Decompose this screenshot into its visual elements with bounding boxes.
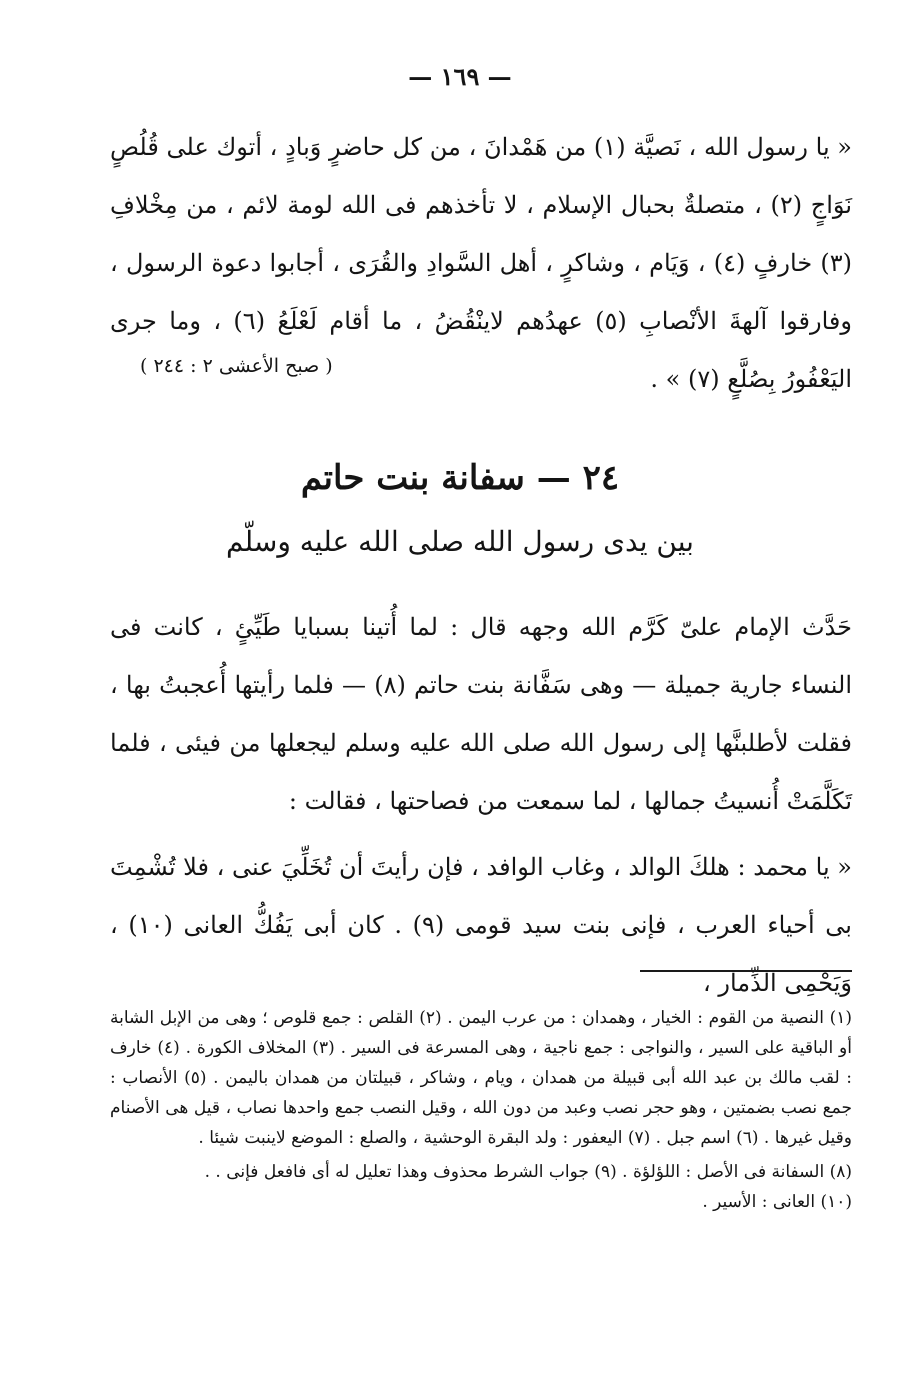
narration-paragraph: حَدَّث الإمام علىّ كَرَّم الله وجهه قال : لما أُتينا بسبايا طَيِّئٍ ، كانت فى النساء جارية جميلة — وهى سَفَّانة بنت حاتم (٨) — فلما رأيتها أُعجبتُ بها ، فقلت لأطلبنَّها إلى رسول الله صلى الله عليه وسلم ليجعلها من فيئى ، فلما تَكَلَّمَتْ أُنسيتُ جمالها ، لما سمعت من فصاحتها ، فقالت : <box>110 613 853 815</box>
page-number: — ١٦٩ — <box>408 62 512 91</box>
speech-block <box>110 838 852 1012</box>
footnote-8-9: (٨) السفانة فى الأصل : اللؤلؤة . (٩) جواب الشرط محذوف وهذا تعليل له أى فافعل فإنى . . <box>204 1162 852 1182</box>
section-subtitle: بين يدى رسول الله صلى الله عليه وسلّم <box>226 525 694 558</box>
narration-block <box>110 598 852 830</box>
footnote-block: (١) النصية من القوم : الخيار ، وهمدان : من عرب اليمن . (٢) القلص : جمع قلوص ؛ وهى من الإبل الشابة أو الباقية على السير ، والنواجى : جمع ناجية ، وهى المسرعة فى السير . (٣) المخلاف الكورة . (٤) خارف : لقب مالك بن عبد الله أبى قبيلة من همدان ، ويام ، وشاكر ، قبيلتان من همدان باليمن . (٥) الأنصاب : جمع نصب بضمتين ، وهو حجر نصب وعبد من دون الله ، وقيل النصب جمع واحدها نصاب ، قيل هى الأصنام وقيل غيرها . (٦) اسم جبل . (٧) اليعفور : ولد البقرة الوحشية ، والصلع : الموضع لاينبت شيئا . <box>110 1008 853 1148</box>
footnote-10: (١٠) العانى : الأسير . <box>702 1192 852 1212</box>
section-title: ٢٤ — سفانة بنت حاتم <box>300 458 620 498</box>
source-citation: ( صبح الأعشى ٢ : ٢٤٤ ) <box>140 355 333 377</box>
speech-paragraph: « يا محمد : هلكَ الوالد ، وغاب الوافد ، فإن رأيتَ أن تُخَلِّيَ عنى ، فلا تُشْمِتَ بى أحياء العرب ، فإنى بنت سيد قومى (٩) . كان أبى يَفُكُّ العانى (١٠) ، وَيَحْمِى الذِّمار ، <box>110 853 852 997</box>
footnote-divider <box>640 970 852 972</box>
intro-quote: « يا رسول الله ، نَصيَّة (١) من هَمْدانَ ، من كل حاضرٍ وَبادٍ ، أتوك على قُلُصٍ نَوَاجٍ (٢) ، متصلةٌ بحبال الإسلام ، لا تأخذهم فى الله لومة لائم ، من مِخْلافِ (٣) خارفٍ (٤) ، وَيَام ، وشاكرٍ ، أهل السَّوادِ والقُرَى ، أجابوا دعوة الرسول ، وفارقوا آلهةَ الأنْصابِ (٥) عهدُهم لاينْقُضُ ، ما أقام لَعْلَعُ (٦) ، وما جرى اليَعْفُورُ بِصُلَّعٍ (٧) » . <box>110 133 853 393</box>
footnotes <box>110 1003 852 1217</box>
